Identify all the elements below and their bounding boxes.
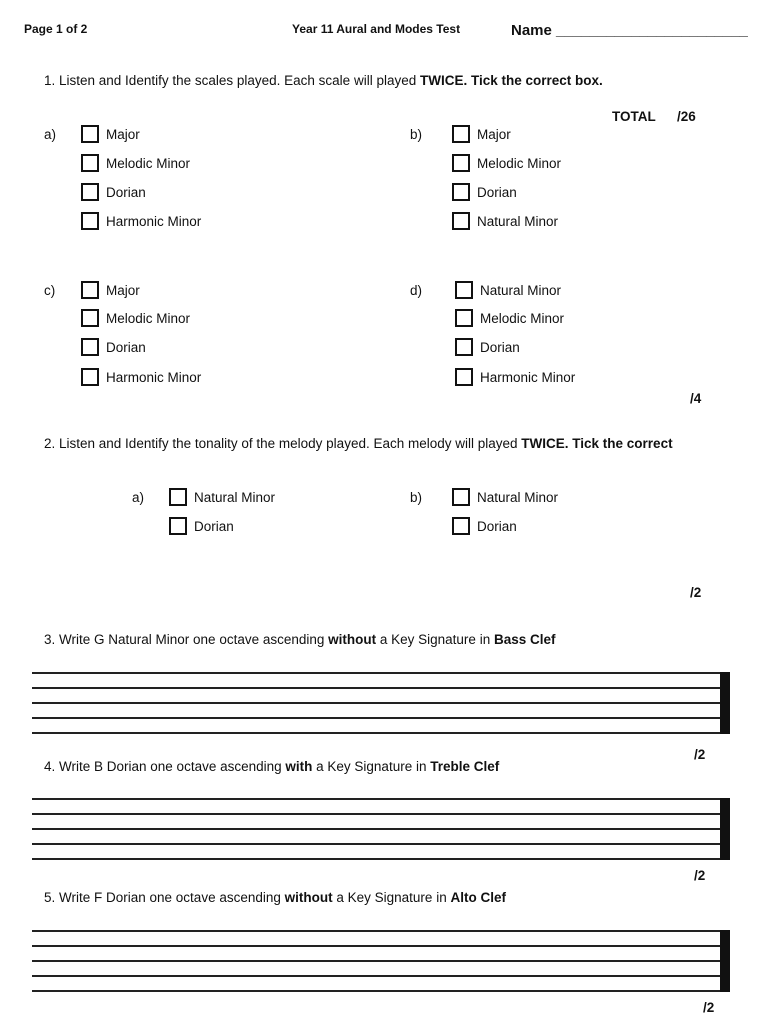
- option-label: Harmonic Minor: [106, 369, 202, 385]
- q1d-option-harmonic-minor[interactable]: [455, 365, 575, 389]
- option-label: Melodic Minor: [106, 310, 191, 326]
- checkbox[interactable]: [81, 125, 99, 143]
- checkbox[interactable]: [81, 309, 99, 327]
- checkbox[interactable]: [81, 212, 99, 230]
- q1b-option-natural-minor[interactable]: [452, 209, 558, 233]
- option-label: Natural Minor: [477, 489, 559, 505]
- staff-line: [32, 945, 722, 947]
- staff-line: [32, 843, 722, 845]
- q1c-option-major[interactable]: [81, 278, 140, 302]
- option-label: Dorian: [480, 339, 520, 355]
- q1-group-b-label: b): [410, 127, 423, 142]
- checkbox[interactable]: [452, 154, 470, 172]
- staff-line: [32, 990, 722, 992]
- question-5-prompt: 5. Write F Dorian one octave ascending without a Key Signature in Alto Clef: [44, 890, 506, 905]
- staff-line: [32, 858, 722, 860]
- q1b-option-melodic-minor[interactable]: [452, 151, 561, 175]
- option-label: Harmonic Minor: [480, 369, 576, 385]
- question-3-marks: /2: [694, 747, 706, 762]
- option-label: Dorian: [477, 184, 517, 200]
- staff-line: [32, 975, 722, 977]
- q1c-option-harmonic-minor[interactable]: [81, 365, 201, 389]
- staff-line: [32, 960, 722, 962]
- staff-line: [32, 930, 722, 932]
- q2a-option-natural-minor[interactable]: [169, 485, 275, 509]
- option-label: Melodic Minor: [480, 310, 565, 326]
- question-5-marks: /2: [703, 1000, 715, 1015]
- checkbox[interactable]: [452, 212, 470, 230]
- checkbox[interactable]: [81, 183, 99, 201]
- option-label: Dorian: [106, 184, 146, 200]
- question-2-prompt: 2. Listen and Identify the tonality of the melody played. Each melody will played TWICE. Tick the correct: [44, 436, 673, 451]
- checkbox[interactable]: [169, 488, 187, 506]
- q1a-option-major[interactable]: [81, 122, 140, 146]
- final-barline: [720, 798, 730, 860]
- checkbox[interactable]: [81, 338, 99, 356]
- option-label: Melodic Minor: [477, 155, 562, 171]
- q1-group-d-label: d): [410, 283, 423, 298]
- question-3-prompt: 3. Write G Natural Minor one octave ascending without a Key Signature in Bass Clef: [44, 632, 556, 647]
- checkbox[interactable]: [455, 281, 473, 299]
- final-barline: [720, 930, 730, 992]
- q1a-option-harmonic-minor[interactable]: [81, 209, 201, 233]
- q1d-option-dorian[interactable]: [455, 335, 520, 359]
- total-mark: /26: [677, 109, 696, 124]
- option-label: Dorian: [194, 518, 234, 534]
- q2-group-b-label: b): [410, 490, 423, 505]
- q1b-option-dorian[interactable]: [452, 180, 517, 204]
- option-label: Major: [106, 126, 140, 142]
- question-4-prompt: 4. Write B Dorian one octave ascending with a Key Signature in Treble Clef: [44, 759, 500, 774]
- total-label: TOTAL: [612, 109, 656, 124]
- checkbox[interactable]: [81, 154, 99, 172]
- staff-line: [32, 828, 722, 830]
- checkbox[interactable]: [81, 368, 99, 386]
- option-label: Dorian: [477, 518, 517, 534]
- q1a-option-melodic-minor[interactable]: [81, 151, 190, 175]
- checkbox[interactable]: [455, 368, 473, 386]
- q1d-option-melodic-minor[interactable]: [455, 306, 564, 330]
- q1d-option-natural-minor[interactable]: [455, 278, 561, 302]
- staff-line: [32, 702, 722, 704]
- option-label: Natural Minor: [480, 282, 562, 298]
- question-1-prompt: 1. Listen and Identify the scales played. Each scale will played TWICE. Tick the correct box.: [44, 73, 603, 88]
- staff-line: [32, 732, 722, 734]
- checkbox[interactable]: [169, 517, 187, 535]
- final-barline: [720, 672, 730, 734]
- option-label: Natural Minor: [194, 489, 276, 505]
- checkbox[interactable]: [455, 338, 473, 356]
- q2a-option-dorian[interactable]: [169, 514, 234, 538]
- option-label: Melodic Minor: [106, 155, 191, 171]
- q1c-option-dorian[interactable]: [81, 335, 146, 359]
- page-number: Page 1 of 2: [24, 22, 88, 36]
- staff-line: [32, 672, 722, 674]
- bass-clef-staff[interactable]: [32, 670, 730, 736]
- q1c-option-melodic-minor[interactable]: [81, 306, 190, 330]
- q1b-option-major[interactable]: [452, 122, 511, 146]
- alto-clef-staff[interactable]: [32, 928, 730, 994]
- q1-group-a-label: a): [44, 127, 57, 142]
- option-label: Major: [477, 126, 511, 142]
- checkbox[interactable]: [452, 488, 470, 506]
- test-title: Year 11 Aural and Modes Test: [292, 22, 461, 36]
- staff-line: [32, 798, 722, 800]
- q2-group-a-label: a): [132, 490, 145, 505]
- q2b-option-natural-minor[interactable]: [452, 485, 558, 509]
- checkbox[interactable]: [81, 281, 99, 299]
- q2b-option-dorian[interactable]: [452, 514, 517, 538]
- q1-group-c-label: c): [44, 283, 56, 298]
- checkbox[interactable]: [452, 125, 470, 143]
- staff-line: [32, 687, 722, 689]
- treble-clef-staff[interactable]: [32, 796, 730, 862]
- name-field-label: Name _______________________: [511, 22, 748, 39]
- checkbox[interactable]: [455, 309, 473, 327]
- checkbox[interactable]: [452, 183, 470, 201]
- option-label: Harmonic Minor: [106, 213, 202, 229]
- staff-line: [32, 717, 722, 719]
- question-2-marks: /2: [690, 585, 702, 600]
- q1a-option-dorian[interactable]: [81, 180, 146, 204]
- option-label: Major: [106, 282, 140, 298]
- option-label: Natural Minor: [477, 213, 559, 229]
- option-label: Dorian: [106, 339, 146, 355]
- question-4-marks: /2: [694, 868, 706, 883]
- staff-line: [32, 813, 722, 815]
- question-1-marks: /4: [690, 391, 702, 406]
- checkbox[interactable]: [452, 517, 470, 535]
